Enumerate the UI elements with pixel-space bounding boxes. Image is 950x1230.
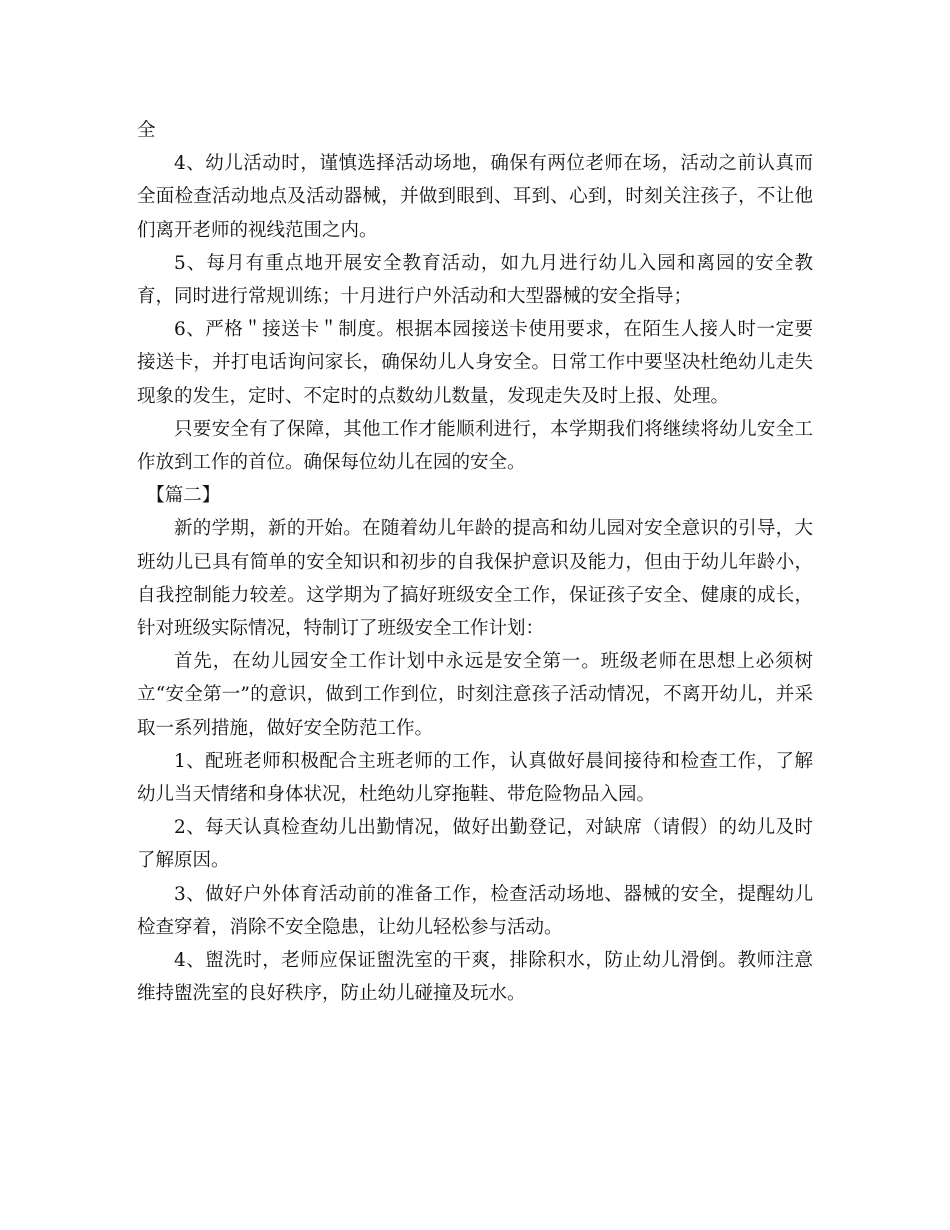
paragraph-item-6: 6、严格＂接送卡＂制度。根据本园接送卡使用要求，在陌生人接人时一定要接送卡，并打电话询问家长，确保幼儿人身安全。日常工作中要坚决杜绝幼儿走失现象的发生，定时、不定时的点数幼儿数量，发现走失及时上报、处理。 [137, 319, 813, 407]
paragraph-first: 首先，在幼儿园安全工作计划中永远是安全第一。班级老师在思想上必须树立“安全第一”的意识，做到工作到位，时刻注意孩子活动情况，不离开幼儿，并采取一系列措施，做好安全防范工作。 [137, 651, 813, 739]
paragraph-item-4: 4、幼儿活动时，谨慎选择活动场地，确保有两位老师在场，活动之前认真而全面检查活动地点及活动器械，并做到眼到、耳到、心到，时刻关注孩子，不让他们离开老师的视线范围之内。 [137, 153, 813, 241]
paragraph-item-5: 5、每月有重点地开展安全教育活动，如九月进行幼儿入园和离园的安全教育，同时进行常规训练；十月进行户外活动和大型器械的安全指导； [137, 252, 813, 308]
paragraph-item-2: 2、每天认真检查幼儿出勤情况，做好出勤登记，对缺席（请假）的幼儿及时了解原因。 [137, 817, 813, 872]
paragraph-item-4b: 4、盥洗时，老师应保证盥洗室的干爽，排除积水，防止幼儿滑倒。教师注意维持盥洗室的良好秩序，防止幼儿碰撞及玩水。 [137, 950, 813, 1005]
continuation-text: 全 [137, 120, 156, 141]
document-body [137, 114, 813, 1010]
section-heading: 【篇二】 [146, 485, 221, 507]
paragraph-item-3: 3、做好户外体育活动前的准备工作，检查活动场地、器械的安全，提醒幼儿检查穿着，消除不安全隐患，让幼儿轻松参与活动。 [137, 883, 813, 938]
paragraph-intro: 新的学期，新的开始。在随着幼儿年龄的提高和幼儿园对安全意识的引导，大班幼儿已具有简单的安全知识和初步的自我保护意识及能力，但由于幼儿年龄小，自我控制能力较差。这学期为了搞好班级安全工作，保证孩子安全、健康的成长，针对班级实际情况，特制订了班级安全工作计划： [137, 518, 813, 640]
paragraph-item-1: 1、配班老师积极配合主班老师的工作，认真做好晨间接待和检查工作，了解幼儿当天情绪和身体状况，杜绝幼儿穿拖鞋、带危险物品入园。 [137, 750, 813, 806]
paragraph-summary: 只要安全有了保障，其他工作才能顺利进行，本学期我们将继续将幼儿安全工作放到工作的首位。确保每位幼儿在园的安全。 [137, 418, 813, 474]
